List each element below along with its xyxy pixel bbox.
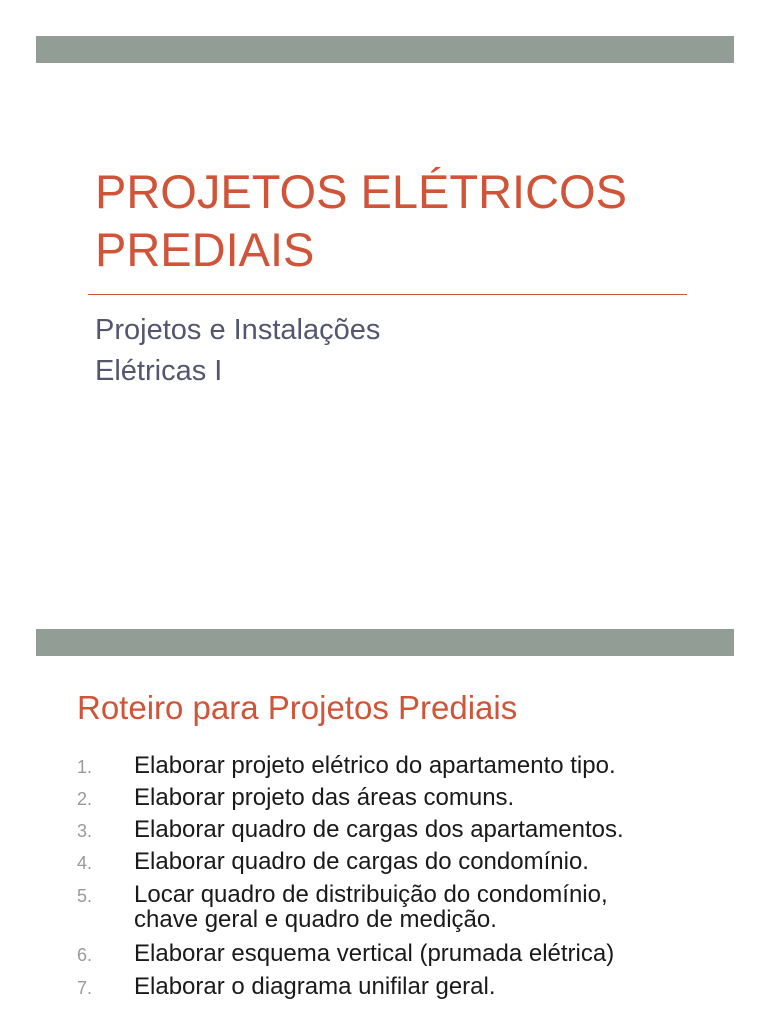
step-number: 4. xyxy=(77,853,93,873)
slide1-title-line: PROJETOS ELÉTRICOS xyxy=(95,165,627,218)
step-text xyxy=(134,849,744,874)
step-text xyxy=(134,817,744,842)
step-text xyxy=(134,882,744,932)
step-number: 3. xyxy=(77,821,93,841)
slide1-subtitle-line: Projetos e Instalações xyxy=(95,314,381,346)
step-text-line: Locar quadro de distribuição do condomínio, xyxy=(134,881,608,908)
step-text-line: chave geral e quadro de medição. xyxy=(134,906,497,933)
step-text-line: Elaborar esquema vertical (prumada elétrica) xyxy=(134,940,615,967)
step-text xyxy=(134,753,744,778)
step-text xyxy=(134,785,744,810)
step-number: 7. xyxy=(77,978,93,998)
slide1-title-line: PREDIAIS xyxy=(95,223,315,276)
step-number: 5. xyxy=(77,886,93,906)
step-text-line: Elaborar o diagrama unifilar geral. xyxy=(134,973,496,1000)
step-text-line: Elaborar projeto elétrico do apartamento tipo. xyxy=(134,752,616,779)
step-text-line: Elaborar projeto das áreas comuns. xyxy=(134,784,515,811)
step-text-line: Elaborar quadro de cargas do condomínio. xyxy=(134,848,589,875)
step-number: 6. xyxy=(77,945,93,965)
step-number: 2. xyxy=(77,789,93,809)
step-text xyxy=(134,941,744,966)
step-number: 1. xyxy=(77,757,93,777)
slide1-subtitle-line: Elétricas I xyxy=(95,355,223,387)
step-text-line: Elaborar quadro de cargas dos apartamentos. xyxy=(134,816,624,843)
step-text xyxy=(134,974,744,999)
slide2-heading: Roteiro para Projetos Prediais xyxy=(77,689,518,726)
